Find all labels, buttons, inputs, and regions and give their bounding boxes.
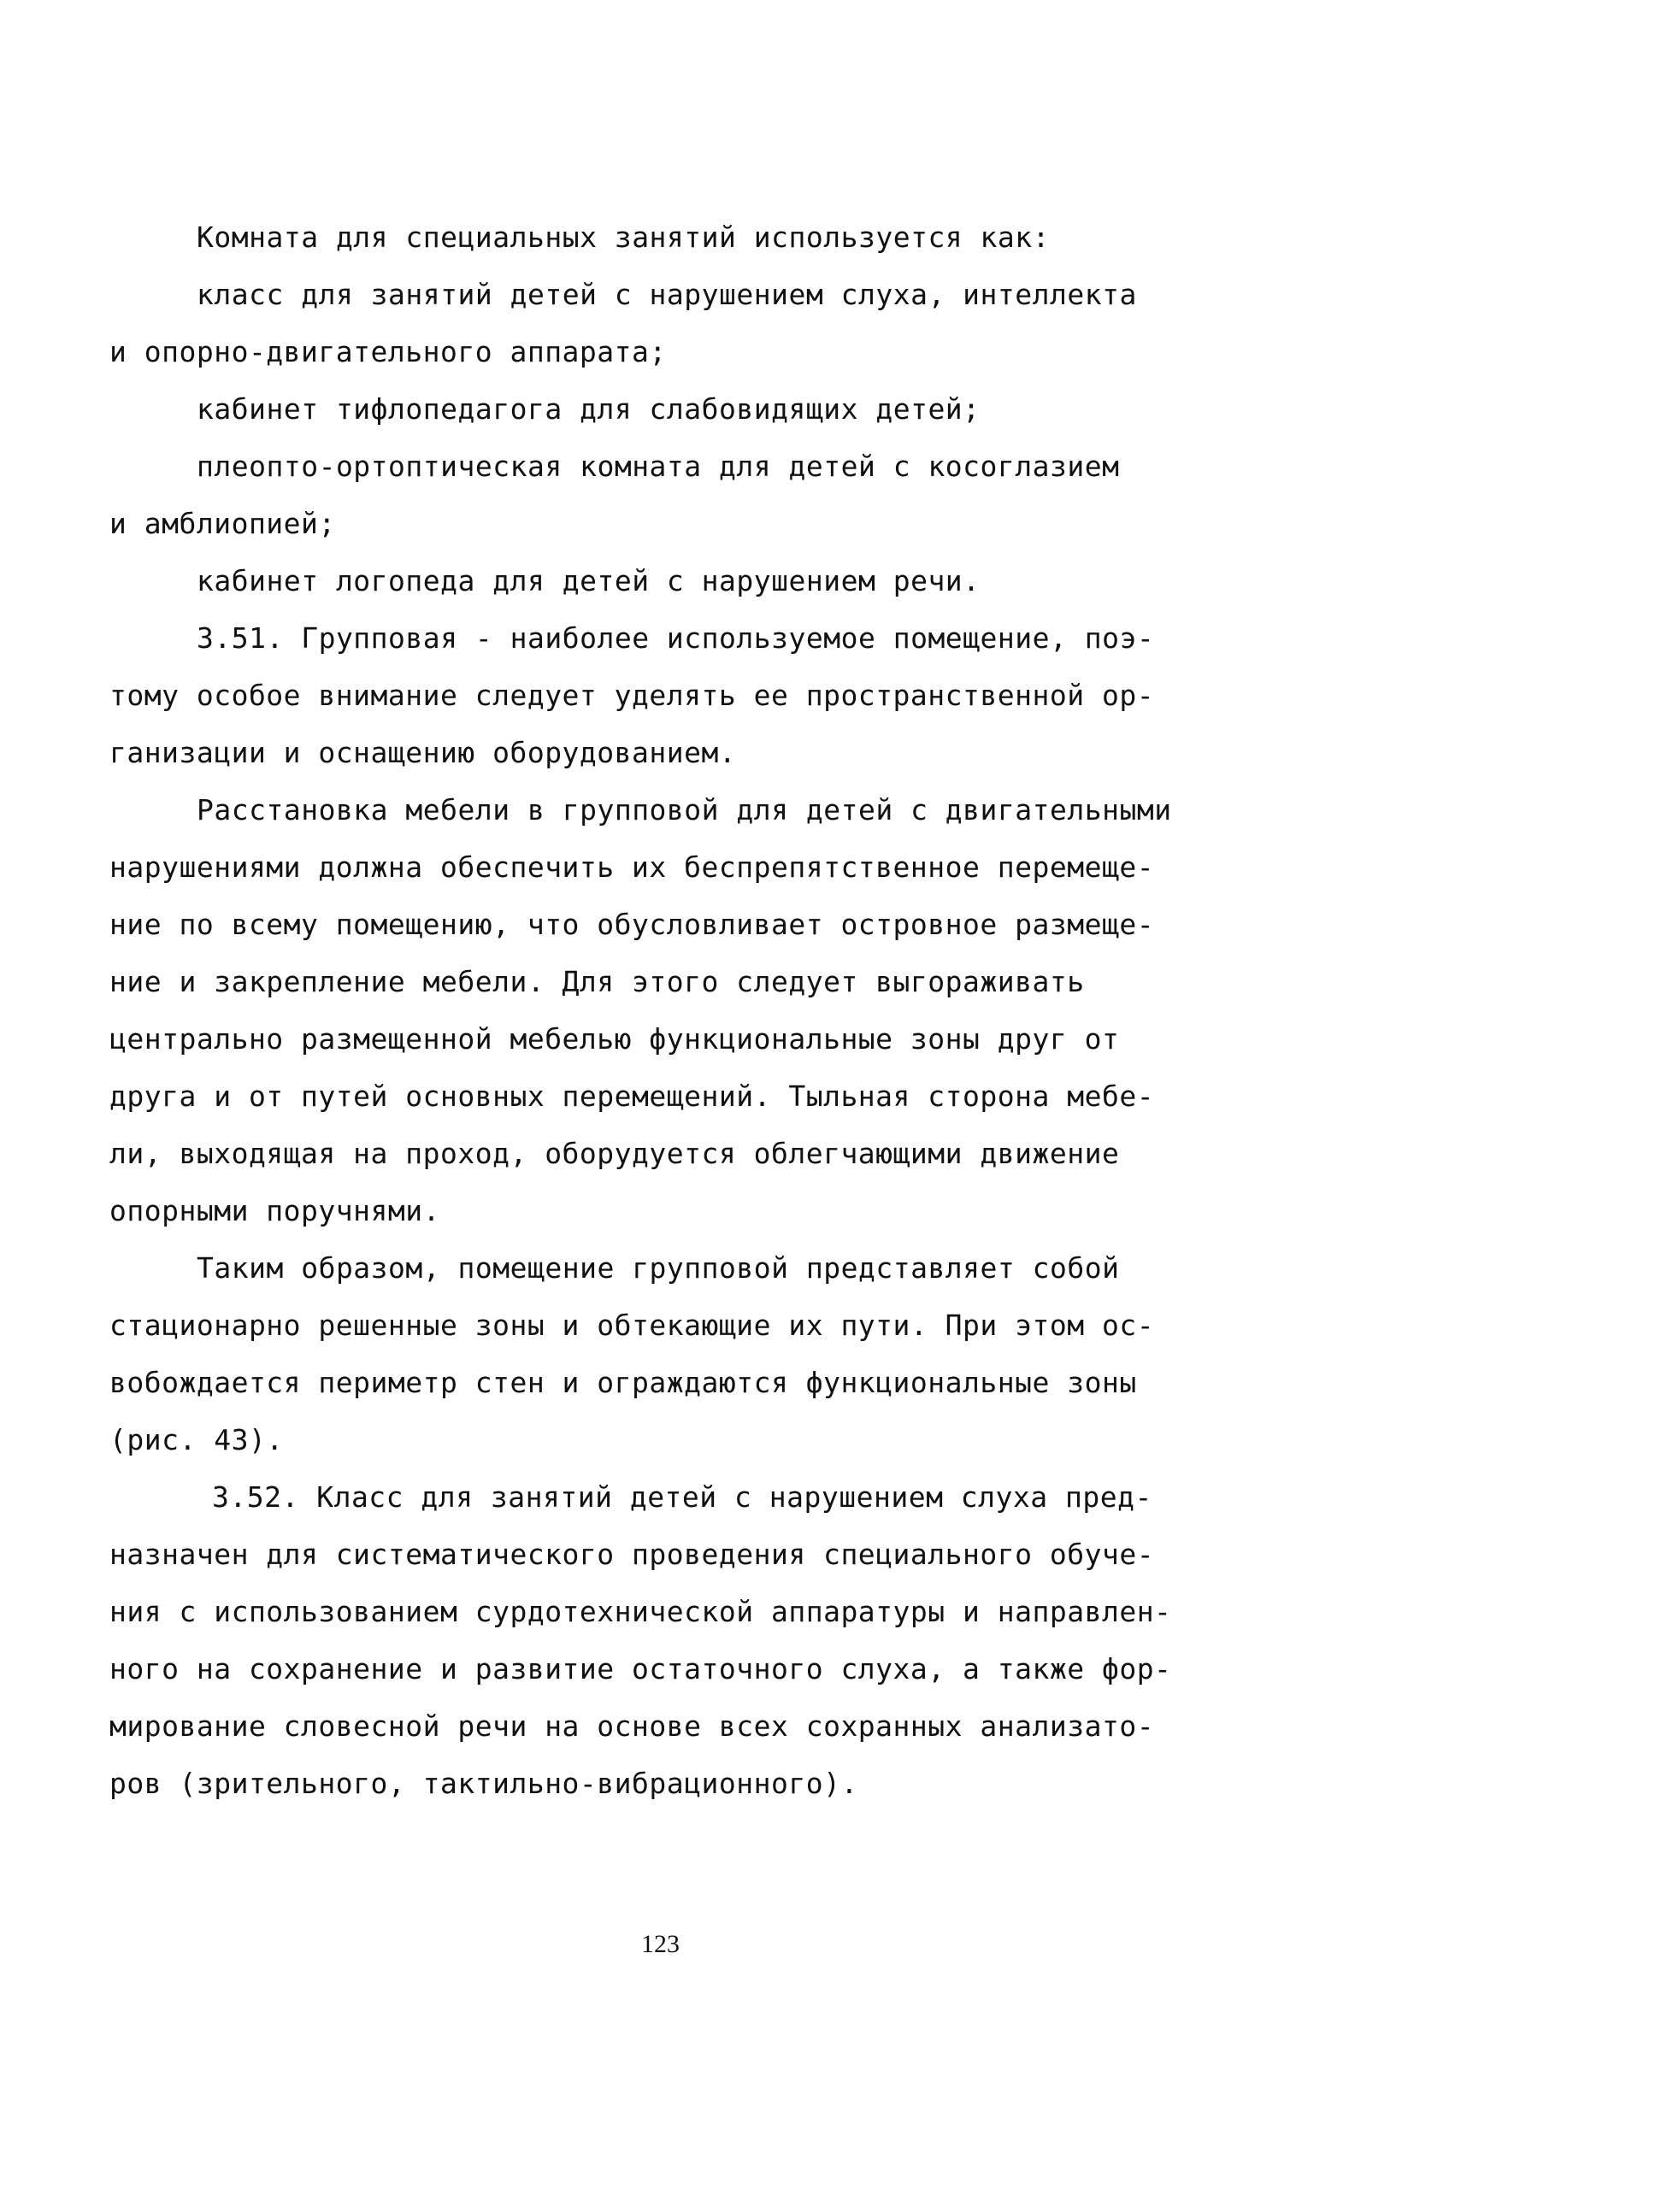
text-line: мирование словесной речи на основе всех сохранных анализато- [109,1709,1155,1743]
text-line: класс для занятий детей с нарушением слуха, интеллекта [197,278,1137,311]
text-line: и опорно-двигательного аппарата; [109,335,667,368]
text-line: стационарно решенные зоны и обтекающие их пути. При этом ос- [109,1309,1155,1342]
text-line: ного на сохранение и развитие остаточного слуха, а также фор- [109,1652,1172,1685]
text-line: центрально размещенной мебелью функциональные зоны друг от [109,1022,1120,1056]
text-line: Таким образом, помещение групповой представляет собой [197,1251,1120,1285]
text-line: друга и от путей основных перемещений. Тыльная сторона мебе- [109,1080,1155,1113]
body-text [109,209,1178,1812]
text-line: Расстановка мебели в групповой для детей с двигательными [197,793,1172,827]
text-line: и амблиопией; [109,507,336,540]
text-line: кабинет тифлопедагога для слабовидящих детей; [197,392,981,426]
text-line: Комната для специальных занятий используется как: [197,221,1051,254]
text-line: ния с использованием сурдотехнической аппаратуры и направлен- [109,1595,1172,1628]
text-line: тому особое внимание следует уделять ее пространственной ор- [109,679,1155,712]
text-line: кабинет логопеда для детей с нарушением речи. [197,564,981,597]
text-line: (рис. 43). [109,1423,284,1456]
text-line: 3.52. Класс для занятий детей с нарушением слуха пред- [212,1480,1152,1514]
text-line: плеопто-ортоптическая комната для детей с косоглазием [197,450,1120,483]
text-line: ли, выходящая на проход, оборудуется облегчающими движение [109,1137,1120,1170]
page-number: 123 [641,1930,680,1958]
text-line: ганизации и оснащению оборудованием. [109,736,737,769]
text-line: нарушениями должна обеспечить их беспрепятственное перемеще- [109,850,1155,884]
text-line: назначен для систематического проведения специального обуче- [109,1538,1155,1571]
text-line: вобождается периметр стен и ограждаются функциональные зоны [109,1366,1137,1399]
text-line: ние и закрепление мебели. Для этого следует выгораживать [109,965,1085,998]
text-line: опорными поручнями. [109,1194,440,1227]
text-line: 3.51. Групповая - наиболее используемое помещение, поэ- [197,621,1155,655]
text-line: ние по всему помещению, что обусловливает островное размеще- [109,908,1155,941]
text-line: ров (зрительного, тактильно-вибрационного). [109,1767,858,1800]
